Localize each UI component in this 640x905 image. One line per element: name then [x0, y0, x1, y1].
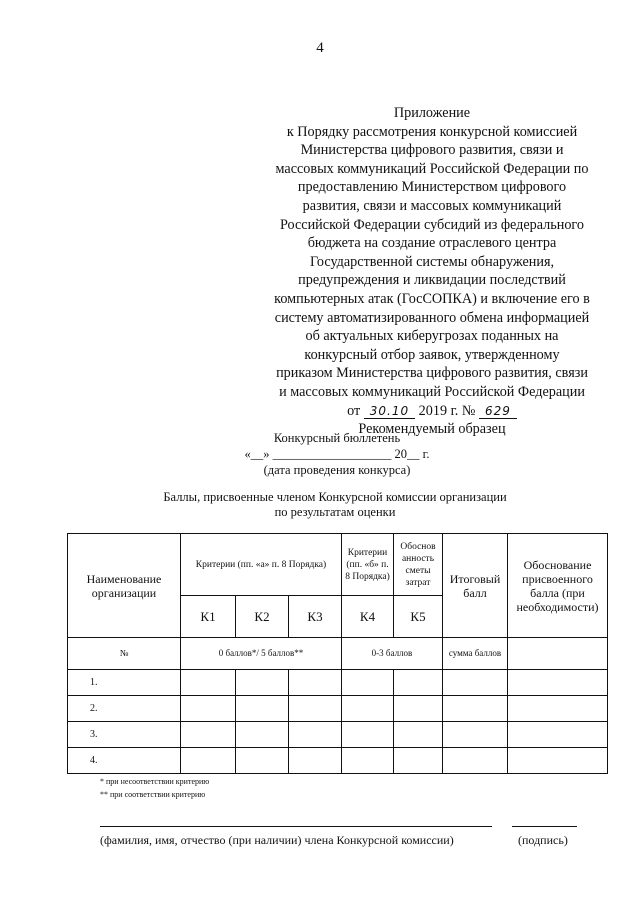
table-cell	[508, 638, 608, 670]
bulletin-block	[232, 430, 442, 478]
table-cell	[181, 670, 236, 696]
bulletin-date-caption: (дата проведения конкурса)	[263, 463, 411, 477]
table-cell	[289, 722, 342, 748]
table-row	[68, 670, 608, 696]
header-organization: Наименование организации	[68, 534, 181, 638]
appendix-line: Государственной системы обнаружения,	[309, 253, 555, 270]
handwritten-date: 30.10	[364, 404, 415, 419]
table-cell	[394, 722, 443, 748]
table-cell	[181, 722, 236, 748]
table-cell	[289, 696, 342, 722]
header-k4: К4	[342, 596, 394, 638]
header-k5: К5	[394, 596, 443, 638]
name-caption: (фамилия, имя, отчество (при наличии) члена Конкурсной комиссии)	[100, 833, 454, 847]
table-cell	[342, 670, 394, 696]
table-cell	[289, 748, 342, 774]
appendix-line: конкурсный отбор заявок, утвержденному	[304, 346, 560, 363]
table-cell	[342, 722, 394, 748]
header-k1: К1	[181, 596, 236, 638]
appendix-line: бюджета на создание отраслевого центра	[307, 235, 557, 252]
handwritten-order-number: 629	[479, 404, 517, 419]
appendix-line: развития, связи и массовых коммуникаций	[302, 197, 562, 214]
heading-line: Баллы, присвоенные членом Конкурсной комиссии организации	[163, 490, 507, 504]
header-k3: К3	[289, 596, 342, 638]
score-range-b: 0-3 баллов	[342, 638, 443, 670]
table-cell	[342, 696, 394, 722]
appendix-line: массовых коммуникаций Российской Федерации по	[275, 160, 589, 177]
table-cell	[236, 696, 289, 722]
appendix-line: Российской Федерации субсидий из федерального	[280, 216, 584, 233]
signature-line	[512, 826, 577, 827]
page-number: 4	[316, 40, 324, 56]
appendix-line: и массовых коммуникаций Российской Федерации	[279, 383, 585, 400]
scores-heading	[150, 490, 520, 520]
order-date-line	[262, 402, 602, 421]
table-cell	[508, 748, 608, 774]
table-cell	[394, 670, 443, 696]
score-range-a: 0 баллов*/ 5 баллов**	[181, 638, 342, 670]
row-number-header: №	[68, 638, 181, 670]
table-cell	[394, 748, 443, 774]
table-cell	[508, 696, 608, 722]
header-total-score: Итоговый балл	[443, 534, 508, 638]
table-row	[68, 748, 608, 774]
bulletin-title: Конкурсный бюллетень	[273, 431, 401, 445]
table-row	[68, 722, 608, 748]
table-cell	[443, 696, 508, 722]
scores-table	[67, 533, 608, 774]
bulletin-date-line: «__» ___________________ 20__ г.	[244, 447, 430, 461]
row-number: 4.	[68, 748, 181, 774]
appendix-line: предоставлению Министерством цифрового	[297, 179, 567, 196]
table-cell	[443, 722, 508, 748]
header-cost-justification: Обоснов анность сметы затрат	[394, 534, 443, 596]
table-cell	[236, 670, 289, 696]
header-criteria-b: Критерии (пп. «б» п. 8 Порядка)	[342, 534, 394, 596]
appendix-line: компьютерных атак (ГосСОПКА) и включение его в	[274, 290, 590, 307]
appendix-line: предупреждения и ликвидации последствий	[298, 272, 566, 289]
table-cell	[443, 748, 508, 774]
row-number: 1.	[68, 670, 181, 696]
appendix-line: к Порядку рассмотрения конкурсной комиссией	[286, 123, 578, 140]
appendix-header	[262, 104, 602, 439]
appendix-line: Министерства цифрового развития, связи и	[300, 142, 564, 159]
recommended-sample: Рекомендуемый образец	[358, 421, 506, 438]
signature-caption: (подпись)	[518, 833, 568, 847]
appendix-line: систему автоматизированного обмена информацией	[274, 309, 590, 326]
header-criteria-a: Критерии (пп. «а» п. 8 Порядка)	[181, 534, 342, 596]
appendix-line: приказом Министерства цифрового развития, связи	[276, 365, 588, 382]
footnote-match: ** при соответствии критерию	[100, 790, 206, 799]
header-k2: К2	[236, 596, 289, 638]
table-cell	[289, 670, 342, 696]
table-cell	[394, 696, 443, 722]
heading-line: по результатам оценки	[274, 505, 396, 519]
date-year: 2019 г. №	[418, 402, 476, 419]
score-sum: сумма баллов	[443, 638, 508, 670]
header-justification: Обоснование присвоенного балла (при необходимости)	[508, 534, 608, 638]
table-cell	[342, 748, 394, 774]
row-number: 2.	[68, 696, 181, 722]
date-prefix: от	[347, 402, 361, 419]
table-cell	[443, 670, 508, 696]
row-number: 3.	[68, 722, 181, 748]
table-cell	[236, 748, 289, 774]
table-cell	[236, 722, 289, 748]
name-signature-line	[100, 826, 492, 827]
table-row	[68, 696, 608, 722]
footnote-mismatch: * при несоответствии критерию	[100, 777, 210, 786]
appendix-line: Приложение	[393, 105, 471, 121]
table-cell	[508, 670, 608, 696]
table-cell	[181, 748, 236, 774]
appendix-line: об актуальных киберугрозах поданных на	[305, 328, 559, 345]
table-cell	[508, 722, 608, 748]
table-cell	[181, 696, 236, 722]
